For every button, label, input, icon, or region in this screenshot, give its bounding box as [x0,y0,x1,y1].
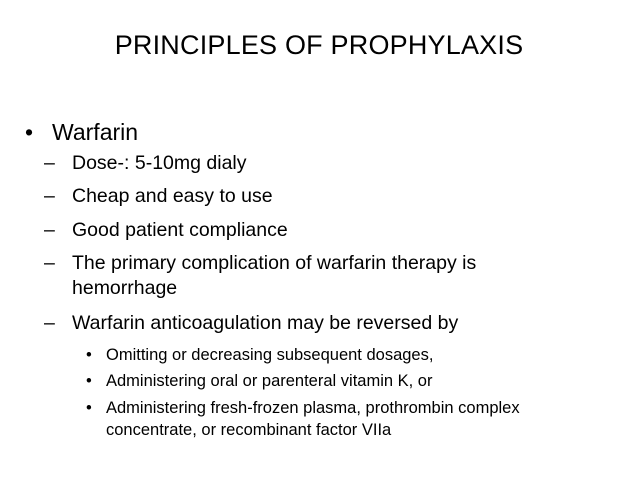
bullet-marker: • [86,372,92,390]
bullet-marker: • [25,119,34,145]
sub-bullet-cheap [44,184,273,209]
sub-sub-bullet-vitamin-k [86,370,433,392]
sub-sub-bullet-continuation [106,419,391,441]
dash-marker: – [44,185,55,207]
sub-sub-bullet-text: Administering oral or parenteral vitamin K, or [106,372,433,390]
sub-bullet-text: Cheap and easy to use [72,185,273,207]
sub-sub-bullet-plasma [86,397,520,419]
sub-bullet-text: Dose-: 5-10mg dialy [72,152,247,174]
bullet-marker: • [86,346,92,364]
sub-bullet-text: The primary complication of warfarin therapy is [72,252,477,274]
sub-bullet-dose [44,151,247,176]
sub-sub-bullet-omitting [86,344,434,366]
slide-title: PRINCIPLES OF PROPHYLAXIS [114,30,524,60]
dash-marker: – [44,252,55,274]
sub-sub-bullet-continuation-text: concentrate, or recombinant factor VIIa [106,421,392,439]
sub-sub-bullet-text: Administering fresh-frozen plasma, prothrombin complex [106,399,520,417]
sub-bullet-compliance [44,218,288,243]
sub-bullet-continuation [72,276,177,301]
sub-bullet-reversal [44,311,459,336]
bullet-text: Warfarin [52,119,139,145]
bullet-marker: • [86,399,92,417]
sub-bullet-text: Good patient compliance [72,219,288,241]
sub-sub-bullet-text: Omitting or decreasing subsequent dosages, [106,346,434,364]
sub-bullet-text: Warfarin anticoagulation may be reversed by [72,312,459,334]
dash-marker: – [44,152,55,174]
dash-marker: – [44,219,55,241]
dash-marker: – [44,312,55,334]
sub-bullet-complication [44,251,477,276]
bullet-warfarin [25,118,139,146]
sub-bullet-continuation-text: hemorrhage [72,277,178,299]
